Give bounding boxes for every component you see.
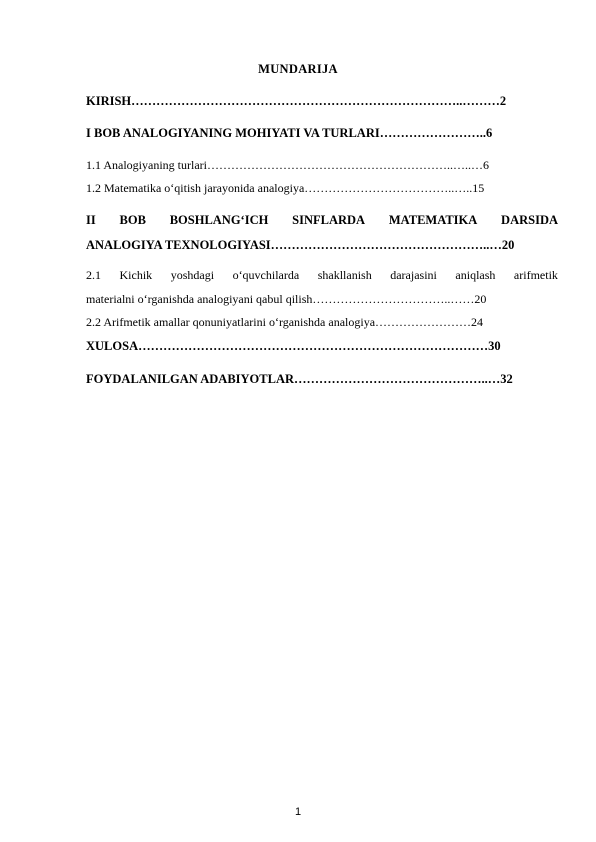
toc-entry-xulosa[interactable]: XULOSA…………………………………………………………………………30 <box>86 339 501 353</box>
toc-page-number: 2 <box>499 94 507 108</box>
toc-entry-2-1-line2[interactable]: materialni o‘rganishda analogiyani qabul qilish……………………………..……20 <box>86 292 487 306</box>
toc-page-number: 20 <box>501 238 515 252</box>
toc-entry-kirish[interactable]: KIRISH……………………………………………………………………..………2 <box>86 94 507 108</box>
toc-page-number: 24 <box>471 315 484 329</box>
toc-entry-2-1-line1[interactable]: 2.1 Kichik yoshdagi o‘quvchilarda shakllanish darajasini aniqlash arifmetik <box>86 268 558 282</box>
toc-entry-1-1[interactable]: 1.1 Analogiyaning turlari……………………………………………………..…..…6 <box>86 158 489 172</box>
toc-entry-foydalanilgan-adabiyotlar[interactable]: FOYDALANILGAN ADABIYOTLAR………………………………………..…32 <box>86 372 513 386</box>
page-number: 1 <box>294 806 302 818</box>
toc-title: MUNDARIJA <box>258 62 338 76</box>
toc-entry-chapter-2-line2[interactable]: ANALOGIYA TEXNOLOGIYASI……………………………………………..…20 <box>86 238 515 252</box>
toc-page-number: 6 <box>485 126 493 140</box>
toc-entry-chapter-1[interactable]: I BOB ANALOGIYANING MOHIYATI VA TURLARI……………………..6 <box>86 126 493 140</box>
toc-page-number: 30 <box>488 339 501 353</box>
toc-entry-chapter-2-line1[interactable]: II BOB BOSHLANG‘ICH SINFLARDA MATEMATIKA DARSIDA <box>86 213 558 227</box>
toc-page-number: 6 <box>482 158 489 172</box>
toc-page-number: 32 <box>500 372 513 386</box>
toc-page-number: 20 <box>474 292 487 306</box>
toc-entry-2-2[interactable]: 2.2 Arifmetik amallar qonuniyatlarini o‘rganishda analogiya……………………24 <box>86 315 484 329</box>
toc-entry-1-2[interactable]: 1.2 Matematika o‘qitish jarayonida analogiya………………………………..…..15 <box>86 181 485 195</box>
toc-page-number: 15 <box>472 181 485 195</box>
